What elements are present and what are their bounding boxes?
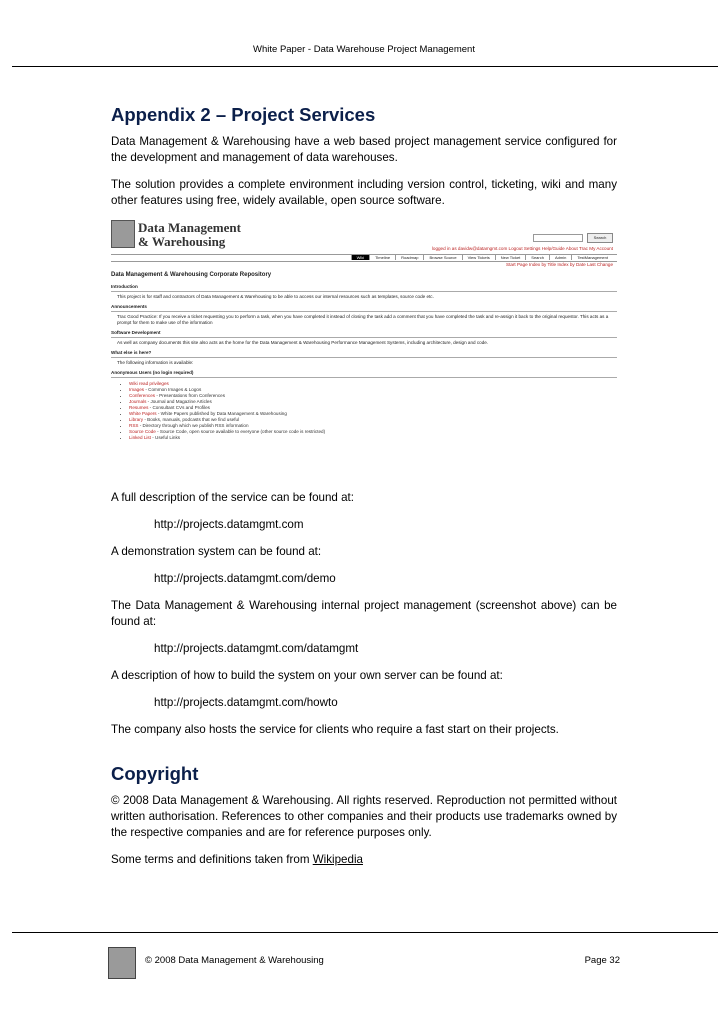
terms-prefix: Some terms and definitions taken from xyxy=(111,853,313,866)
screenshot-tab: View Tickets xyxy=(462,255,495,260)
screenshot-tab: Browse Source xyxy=(423,255,461,260)
list-item: • Library - Books, manuals, podcasts that we find useful xyxy=(129,417,617,423)
screenshot-section-heading: Anonymous Users (no login required) xyxy=(111,369,617,378)
page-number: Page 32 xyxy=(584,955,620,966)
screenshot-tab: Roadmap xyxy=(395,255,423,260)
screenshot-list xyxy=(111,381,617,441)
appendix-paragraph-2: The solution provides a complete environment including version control, ticketing, wiki and many other features using free, widely available, open source software. xyxy=(111,178,617,207)
screenshot-search-input xyxy=(533,234,583,242)
company-logo-icon xyxy=(111,220,135,248)
logo-line-1: Data Management xyxy=(138,220,241,235)
list-item: • White Papers - White Papers published by Data Management & Warehousing xyxy=(129,411,617,417)
list-item: • Wiki read privileges xyxy=(129,381,617,387)
screenshot-body xyxy=(111,270,617,441)
list-item: • Resumes - Consultant CVs and Profiles xyxy=(129,405,617,411)
list-item: • Conferences - Presentations from Conferences xyxy=(129,393,617,399)
link-intro-3: The Data Management & Warehousing internal project management (screenshot above) can be found at: xyxy=(111,599,617,628)
list-item: • Images - Common Images & Logos xyxy=(129,387,617,393)
list-item: • RSS - Directory through which we publish RSS information xyxy=(129,423,617,429)
screenshot-tab: Timeline xyxy=(369,255,395,260)
link-intro-2: A demonstration system can be found at: xyxy=(111,545,322,558)
appendix-heading: Appendix 2 – Project Services xyxy=(111,104,376,125)
screenshot-section-heading: Announcements xyxy=(111,303,617,312)
terms-paragraph xyxy=(111,852,617,868)
page-header: White Paper - Data Warehouse Project Management xyxy=(253,44,475,55)
list-item: • Journals - Journal and Magazine Articles xyxy=(129,399,617,405)
screenshot-text: As well as company documents this site also acts as the home for the Data Management & Warehousing Performance Management Systems, including architecture, design and code. xyxy=(117,340,489,345)
screenshot-text: Trac Good Practice: If you receive a ticket requesting you to perform a task, when you have completed it instead of closing the task add a comment that you have completed the task and re-assign it back to the original requestor. This acts as a prompt for them to make use of the information xyxy=(117,314,609,325)
screenshot-meta-links: logged in as davidw@datamgmt.com Logout Settings Help/Guide About Trac My Account xyxy=(431,246,613,251)
link-intro-1: A full description of the service can be found at: xyxy=(111,491,354,504)
screenshot-search-button: Search xyxy=(587,233,613,243)
screenshot-section-heading: What else is here? xyxy=(111,349,617,358)
header-rule xyxy=(12,66,718,67)
screenshot-tab: Wiki xyxy=(351,255,370,260)
screenshot-page-title: Data Management & Warehousing Corporate Repository xyxy=(111,272,272,278)
closing-paragraph: The company also hosts the service for clients who require a fast start on their projects. xyxy=(111,723,559,736)
screenshot-tab: Admin xyxy=(549,255,571,260)
screenshot-section-heading: Software Development xyxy=(111,329,617,338)
link-intro-4: A description of how to build the system on your own server can be found at: xyxy=(111,669,503,682)
url-1: http://projects.datamgmt.com xyxy=(154,518,304,531)
screenshot-text: This project is for staff and contractors of Data Management & Warehousing to be able to access our internal resources such as templates, source code etc. xyxy=(117,294,434,299)
screenshot-tabs xyxy=(351,255,613,260)
footer-logo-icon xyxy=(108,947,136,979)
copyright-text: © 2008 Data Management & Warehousing. All rights reserved. Reproduction not permitted without written authorisation. References to other companies and their products use trademarks owned by the respective companies and are for reference purposes only. xyxy=(111,794,617,839)
page-footer xyxy=(108,944,620,982)
list-item: • Linked List - Useful Links xyxy=(129,435,617,441)
screenshot-sub-links: Start Page Index by Title Index by Date Last Change xyxy=(506,262,613,267)
screenshot-tab: Search xyxy=(525,255,549,260)
logo-line-2: & Warehousing xyxy=(138,234,226,249)
copyright-heading: Copyright xyxy=(111,763,199,784)
footer-copyright: © 2008 Data Management & Warehousing xyxy=(145,955,324,966)
appendix-paragraph-1: Data Management & Warehousing have a web based project management service configured for the development and management of data warehouses. xyxy=(111,135,617,164)
screenshot-logo-text xyxy=(138,221,241,249)
screenshot-tab: New Ticket xyxy=(495,255,526,260)
page-content xyxy=(111,103,617,879)
wikipedia-link[interactable]: Wikipedia xyxy=(312,853,363,866)
screenshot-text: The following information is available: xyxy=(117,360,194,365)
url-4: http://projects.datamgmt.com/howto xyxy=(154,696,338,709)
screenshot-section-heading: Introduction xyxy=(111,283,617,292)
list-item: • Source Code - Source Code, open source available to everyone (other source code is restricted) xyxy=(129,429,617,435)
footer-rule xyxy=(12,932,718,933)
screenshot-tab: TestManagement xyxy=(571,255,613,260)
url-2: http://projects.datamgmt.com/demo xyxy=(154,572,336,585)
url-3: http://projects.datamgmt.com/datamgmt xyxy=(154,642,359,655)
embedded-screenshot xyxy=(111,220,617,472)
